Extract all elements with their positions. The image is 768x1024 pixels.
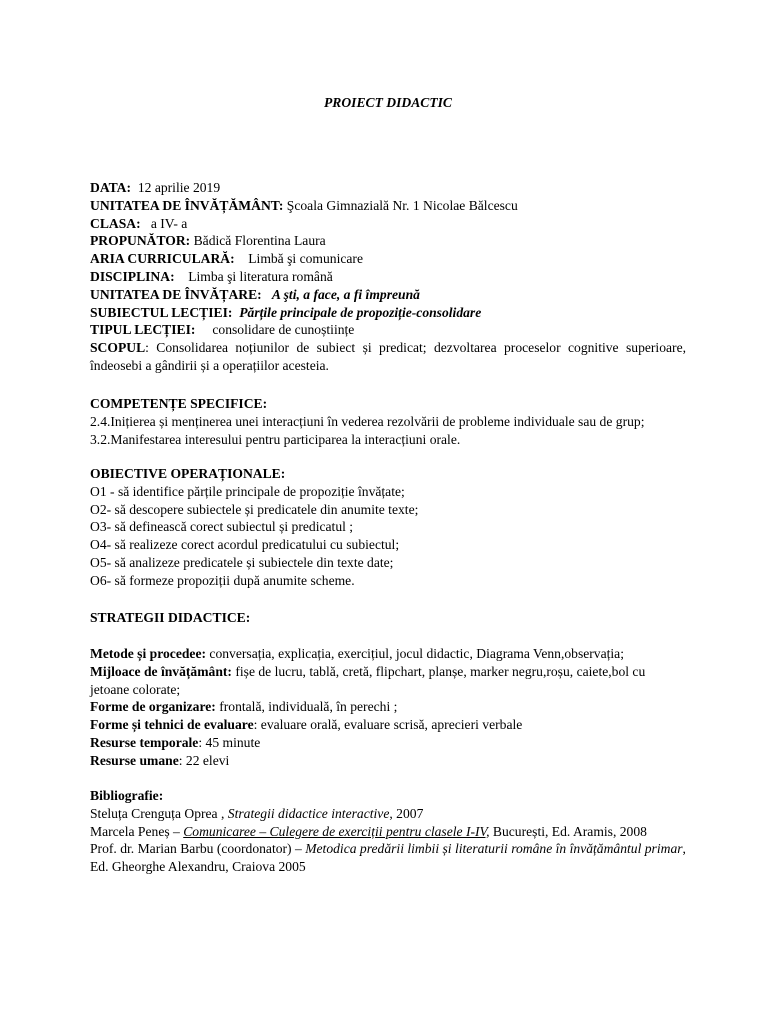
entry-title: Metodica predării limbii și literaturii române în învățământul primar bbox=[305, 841, 683, 857]
section-heading: Bibliografie: bbox=[90, 788, 164, 803]
forme-evaluare-line bbox=[90, 716, 686, 734]
forme-organizare-line bbox=[90, 698, 686, 716]
field-value: Şcoala Gimnazială Nr. 1 Nicolae Bălcescu bbox=[286, 197, 518, 213]
bibliografie-section bbox=[90, 787, 686, 876]
field-label: DISCIPLINA: bbox=[90, 268, 175, 284]
field-value: consolidare de cunoștiințe bbox=[212, 322, 355, 338]
field-value: A şti, a face, a fi împreună bbox=[271, 286, 420, 302]
field-label: SUBIECTUL LECȚIEI: bbox=[90, 304, 233, 320]
field-label: Resurse temporale bbox=[90, 734, 199, 750]
field-label: ARIA CURRICULARĂ: bbox=[90, 251, 235, 267]
list-item: O6- să formeze propoziții după anumite scheme. bbox=[90, 572, 355, 588]
field-label: UNITATEA DE ÎNVĂȚARE: bbox=[90, 286, 262, 302]
entry-title: Comunicaree – Culegere de exerciții pentru clasele I-IV, bbox=[183, 823, 490, 839]
metode-line bbox=[90, 645, 686, 663]
field-label: TIPUL LECȚIEI: bbox=[90, 322, 196, 338]
field-label: Mijloace de învățământ: bbox=[90, 663, 232, 679]
list-item: 3.2.Manifestarea interesului pentru participarea la interacțiuni orale. bbox=[90, 431, 461, 447]
bibliography-entry bbox=[90, 840, 686, 876]
list-item: O2- să descopere subiectele și predicatele din anumite texte; bbox=[90, 501, 419, 517]
entry-rest: București, Ed. Aramis, 2008 bbox=[489, 823, 647, 839]
field-label: PROPUNĂTOR: bbox=[90, 233, 191, 249]
bibliography-entry bbox=[90, 805, 686, 823]
field-label: SCOPUL bbox=[90, 340, 146, 356]
field-value: Limba şi literatura română bbox=[188, 268, 333, 284]
field-value: : evaluare orală, evaluare scrisă, aprecieri verbale bbox=[253, 717, 523, 733]
entry-rest: , 2007 bbox=[389, 805, 424, 821]
field-value: conversația, explicația, exercițiul, jocul didactic, Diagrama Venn,observația; bbox=[206, 646, 624, 661]
field-value: fișe de lucru, tablă, cretă, flipchart, planșe, marker negru,roșu, caiete,bol cu jetoane colorate; bbox=[90, 663, 646, 697]
field-unitatea-invatare bbox=[90, 286, 686, 304]
obiective-section bbox=[90, 465, 686, 590]
field-value: Părțile principale de propoziție-consolidare bbox=[239, 304, 482, 320]
field-label: Forme de organizare: bbox=[90, 699, 216, 715]
list-item: 2.4.Inițierea și menținerea unei interacțiuni în vederea rezolvării de probleme individuale sau de grup; bbox=[90, 413, 645, 429]
field-unitatea bbox=[90, 197, 686, 215]
field-label: Resurse umane bbox=[90, 752, 179, 768]
competente-section bbox=[90, 395, 686, 448]
strategii-details bbox=[90, 645, 686, 770]
list-item: O1 - să identifice părțile principale de propoziție învățate; bbox=[90, 483, 405, 499]
field-label: Forme și tehnici de evaluare bbox=[90, 717, 254, 733]
section-heading: STRATEGII DIDACTICE: bbox=[90, 610, 251, 625]
field-value: frontală, individuală, în perechi ; bbox=[215, 699, 398, 715]
field-label: DATA: bbox=[90, 180, 132, 195]
entry-title: Strategii didactice interactive bbox=[227, 805, 390, 821]
list-item: O5- să analizeze predicatele și subiectele din texte date; bbox=[90, 554, 394, 570]
field-aria bbox=[90, 250, 686, 268]
field-clasa bbox=[90, 215, 686, 233]
field-propunator bbox=[90, 232, 686, 250]
entry-author: Marcela Peneș – bbox=[90, 823, 184, 839]
field-label: CLASA: bbox=[90, 215, 141, 231]
resurse-temporale-line bbox=[90, 734, 686, 752]
entry-author: Prof. dr. Marian Barbu (coordonator) – bbox=[90, 841, 306, 857]
field-value: a IV- a bbox=[150, 215, 188, 231]
field-data bbox=[90, 179, 686, 197]
list-item: O4- să realizeze corect acordul predicatului cu subiectul; bbox=[90, 537, 400, 553]
header-section bbox=[90, 179, 686, 375]
field-value: Bădică Florentina Laura bbox=[193, 233, 326, 249]
field-subiectul bbox=[90, 304, 686, 322]
field-value: Limbă şi comunicare bbox=[248, 251, 363, 267]
entry-rest: , Ed. Gheorghe Alexandru, Craiova 2005 bbox=[90, 841, 686, 875]
field-value: : 22 elevi bbox=[178, 752, 230, 768]
field-scopul bbox=[90, 339, 686, 375]
field-label: UNITATEA DE ÎNVĂȚĂMÂNT: bbox=[90, 197, 284, 213]
field-label: Metode și procedee: bbox=[90, 646, 207, 661]
field-tipul bbox=[90, 321, 686, 339]
bibliography-entry bbox=[90, 823, 686, 841]
list-item: O3- să definească corect subiectul și predicatul ; bbox=[90, 519, 354, 535]
section-heading: COMPETENȚE SPECIFICE: bbox=[90, 396, 268, 411]
field-value: : Consolidarea noțiunilor de subiect și predicat; dezvoltarea proceselor cognitive superioare, îndeosebi a gândirii și a operațiilor acesteia. bbox=[90, 340, 686, 373]
section-heading: OBIECTIVE OPERAȚIONALE: bbox=[90, 466, 286, 481]
field-value: 12 aprilie 2019 bbox=[137, 180, 221, 195]
resurse-umane-line bbox=[90, 752, 686, 770]
field-disciplina bbox=[90, 268, 686, 286]
mijloace-line bbox=[90, 663, 686, 699]
field-value: : 45 minute bbox=[198, 734, 261, 750]
entry-author: Steluța Crenguța Oprea , bbox=[90, 805, 228, 821]
strategii-section bbox=[90, 609, 686, 627]
document-title: PROIECT DIDACTIC bbox=[323, 95, 453, 110]
